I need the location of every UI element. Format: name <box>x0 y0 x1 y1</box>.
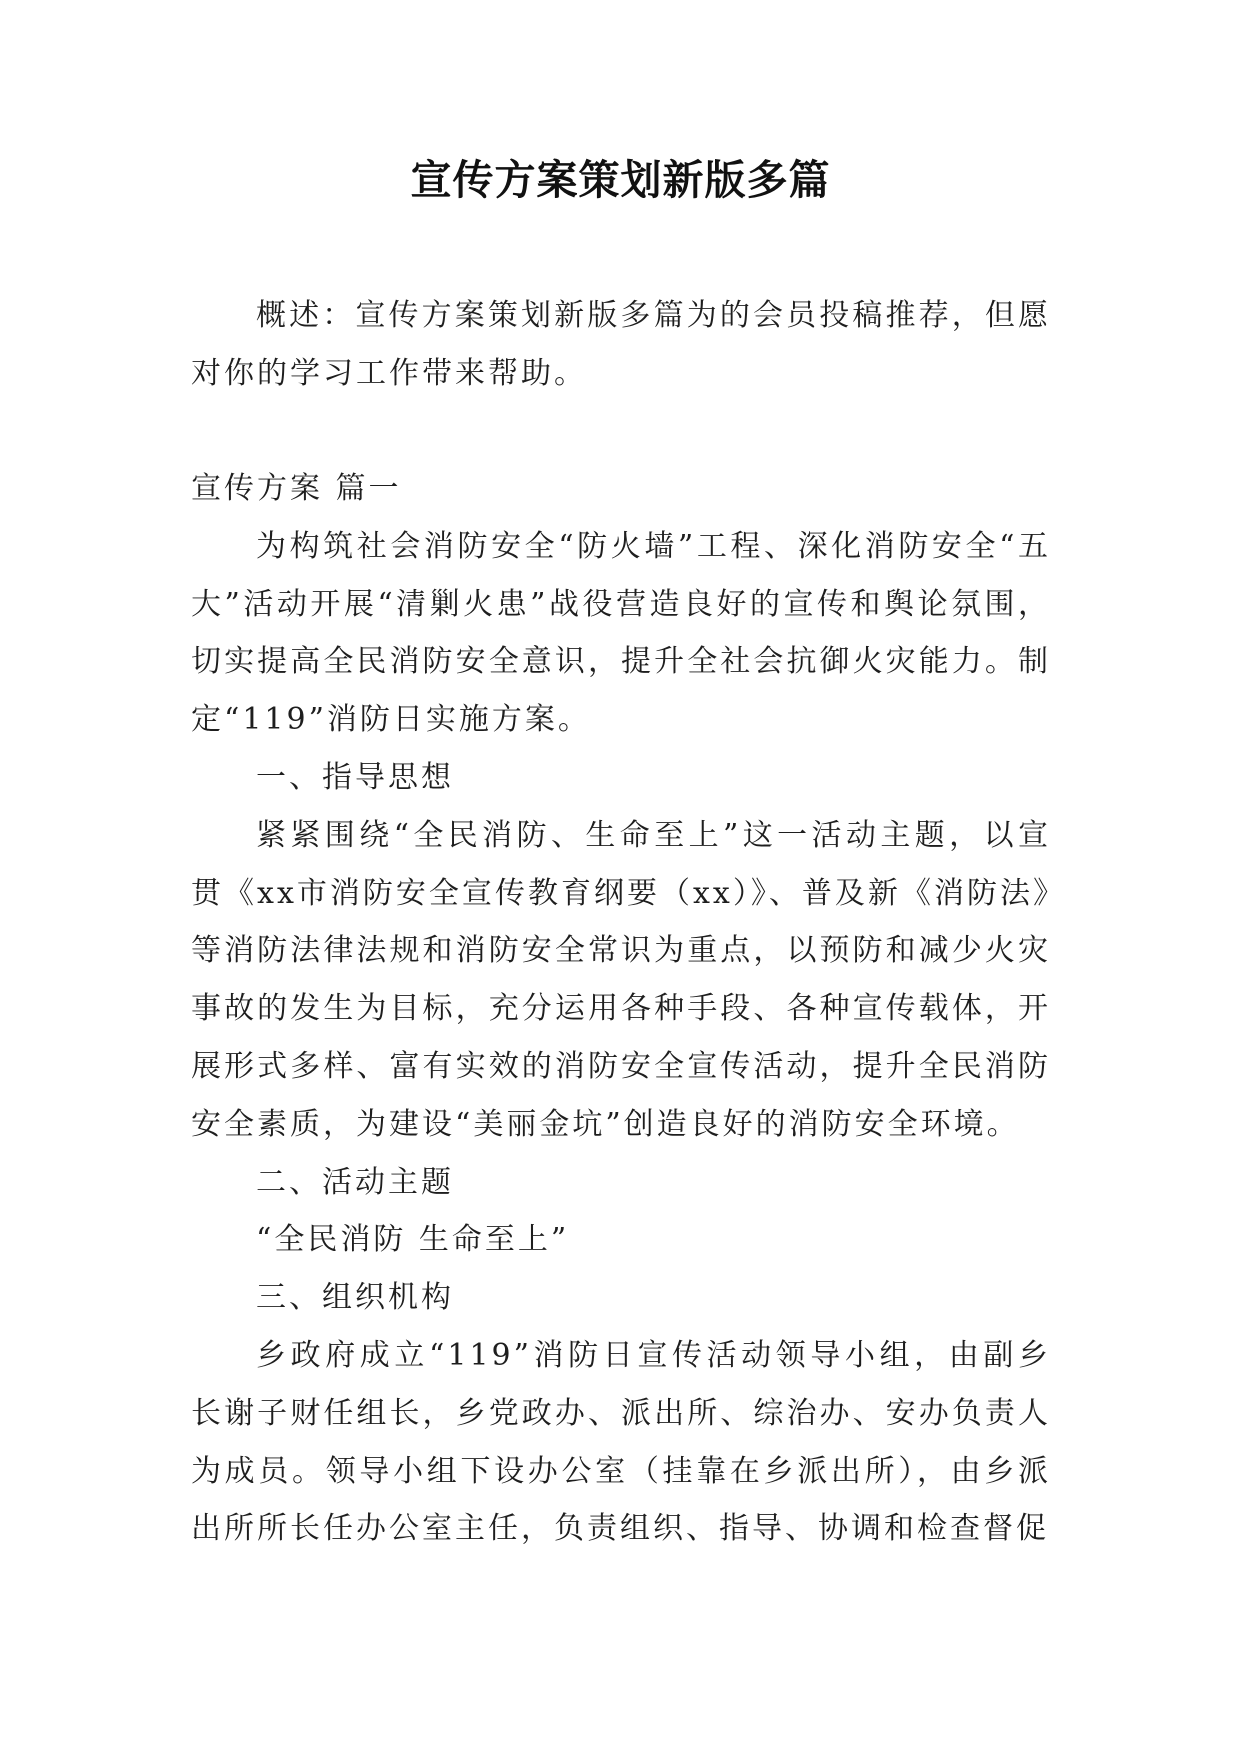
heading-activity-theme: 二、活动主题 <box>256 1164 454 1200</box>
section-title: 宣传方案 篇一 <box>191 471 402 506</box>
activity-theme-text: “全民消防 生命至上” <box>256 1222 570 1258</box>
heading-organization: 三、组织机构 <box>256 1280 454 1316</box>
organization-paragraph: 乡政府成立“119”消防日宣传活动领导小组，由副乡长谢子财任组长，乡党政办、派出所、综治办、安办负责人为成员。领导小组下设办公室（挂靠在乡派出所），由乡派出所所长任办公室主任，负责组织、指导、协调和检查督促 <box>191 1337 1051 1547</box>
intro-paragraph: 为构筑社会消防安全“防火墙”工程、深化消防安全“五大”活动开展“清剿火患”战役营造良好的宣传和舆论氛围，切实提高全民消防安全意识，提升全社会抗御火灾能力。制定“119”消防日实施方案。 <box>191 528 1051 738</box>
heading-guiding-thought: 一、指导思想 <box>256 759 454 795</box>
document-body <box>191 460 1051 1558</box>
summary-block <box>191 287 1051 403</box>
summary-paragraph: 概述：宣传方案策划新版多篇为的会员投稿推荐，但愿对你的学习工作带来帮助。 <box>191 298 1051 391</box>
guiding-thought-paragraph: 紧紧围绕“全民消防、生命至上”这一活动主题，以宣贯《xx市消防安全宣传教育纲要（xx）》、普及新《消防法》等消防法律法规和消防安全常识为重点，以预防和减少火灾事故的发生为目标，充分运用各种手段、各种宣传载体，开展形式多样、富有实效的消防安全宣传活动，提升全民消防安全素质，为建设“美丽金坑”创造良好的消防安全环境。 <box>191 817 1051 1142</box>
document-title: 宣传方案策划新版多篇 <box>410 156 831 204</box>
